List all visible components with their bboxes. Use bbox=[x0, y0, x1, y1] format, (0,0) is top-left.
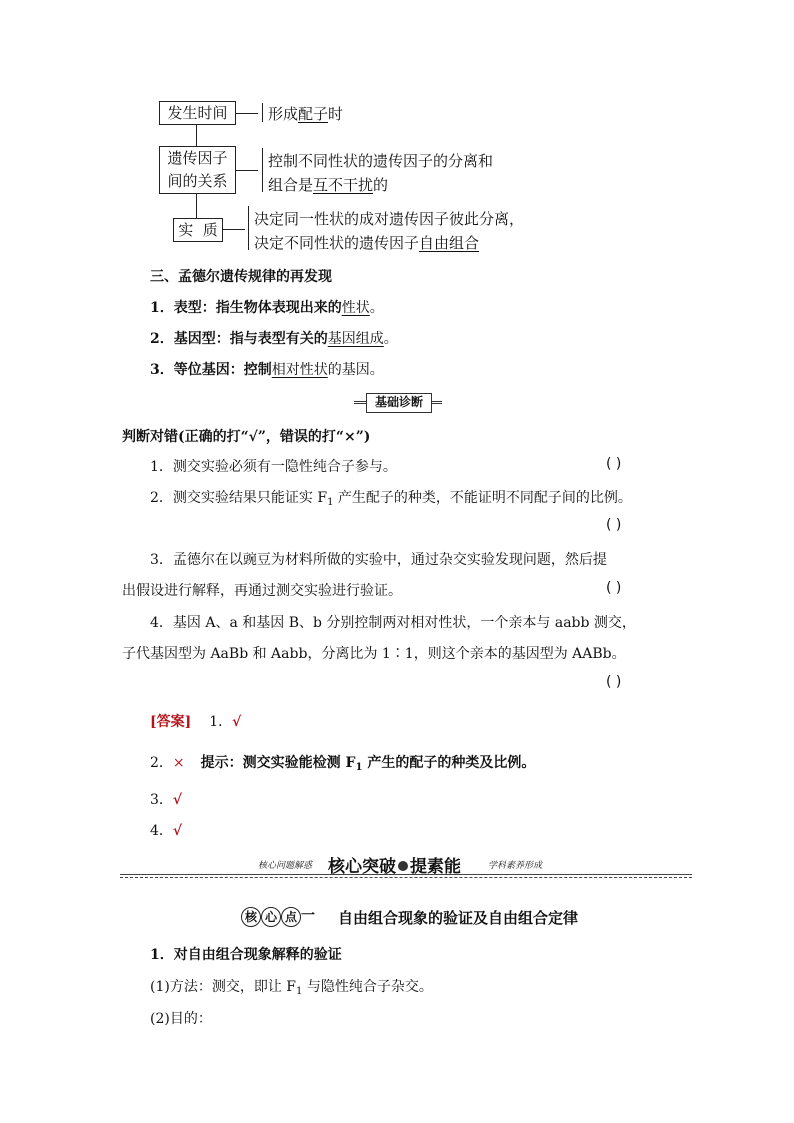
relation-label-box bbox=[159, 146, 236, 194]
question-3-line: 出假设进行解释，再通过测交实验进行验证。 bbox=[122, 583, 402, 599]
answer-blank: ( ) bbox=[606, 580, 622, 596]
answer-blank: ( ) bbox=[606, 456, 622, 472]
relation-label-line: 间的关系 bbox=[167, 172, 228, 190]
time-label: 发生时间 bbox=[167, 104, 228, 122]
sub-item bbox=[150, 976, 433, 997]
badge-circle: 心 bbox=[261, 907, 281, 927]
essence-description bbox=[254, 207, 524, 255]
question-1: 1．测交实验必须有一隐性纯合子参与。 bbox=[150, 459, 397, 475]
underlined-term: 互不干扰 bbox=[313, 176, 374, 194]
definition-item bbox=[150, 297, 384, 317]
bracket-line bbox=[248, 206, 249, 250]
answer-blank: ( ) bbox=[606, 517, 622, 533]
question-2 bbox=[150, 487, 632, 508]
underlined-term: 基因组成 bbox=[327, 331, 384, 347]
text-run: 决定不同性状的遗传因子 bbox=[254, 234, 420, 252]
underlined-term: 性状 bbox=[341, 300, 370, 316]
check-mark: √ bbox=[172, 792, 183, 808]
connector-line bbox=[236, 113, 258, 114]
text-run: 2．测交实验结果只能证实 F bbox=[150, 490, 328, 506]
badge-number: 一 bbox=[301, 908, 315, 924]
sub-item: (2)目的： bbox=[150, 1011, 212, 1027]
underlined-term: 自由组合 bbox=[419, 234, 480, 252]
essence-label: 实 质 bbox=[178, 221, 218, 239]
subscript: 1 bbox=[296, 986, 303, 997]
text-line: 决定同一性状的成对遗传因子彼此分离， bbox=[254, 210, 525, 228]
banner-title-b: 提素能 bbox=[410, 857, 461, 877]
question-4-line: 子代基因型为 AaBb 和 Aabb，分离比为 1∶1，则这个亲本的基因型为 AABb。 bbox=[122, 646, 626, 662]
banner-rule bbox=[120, 877, 692, 878]
subscript: 1 bbox=[355, 762, 363, 773]
vertical-connector bbox=[196, 193, 197, 218]
bracket-line bbox=[262, 148, 263, 192]
definition-item bbox=[150, 328, 398, 348]
text-run: 1．表型：指生物体表现出来的 bbox=[150, 300, 342, 316]
underlined-term: 配子 bbox=[298, 105, 329, 123]
text-run: 。 bbox=[383, 331, 398, 347]
answer-blank: ( ) bbox=[606, 674, 622, 690]
answer-2 bbox=[150, 752, 535, 773]
check-mark: √ bbox=[232, 714, 242, 730]
banner-dot-icon bbox=[398, 861, 408, 871]
check-mark: √ bbox=[172, 823, 183, 839]
text-run: 。 bbox=[369, 300, 384, 316]
underlined-term: 相对性状 bbox=[271, 362, 328, 378]
definition-item bbox=[150, 359, 384, 379]
section-heading: 三、孟德尔遗传规律的再发现 bbox=[150, 269, 332, 285]
banner-title bbox=[328, 852, 461, 877]
diagnosis-badge bbox=[354, 393, 442, 411]
text-run: 形成 bbox=[268, 105, 299, 123]
question-4-line: 4．基因 A、a 和基因 B、b 分别控制两对相对性状，一个亲本与 aabb 测交， bbox=[150, 615, 636, 631]
badge-label: 基础诊断 bbox=[366, 393, 432, 413]
text-run: (1)方法：测交，即让 F bbox=[150, 979, 296, 995]
subscript: 1 bbox=[327, 497, 334, 508]
banner-title-a: 核心突破 bbox=[328, 857, 396, 877]
question-3-line: 3．孟德尔在以豌豆为材料所做的实验中，通过杂交实验发现问题，然后提 bbox=[150, 552, 607, 568]
cross-mark: × bbox=[172, 755, 185, 771]
essence-label-box bbox=[173, 218, 223, 242]
text-run: 与隐性纯合子杂交。 bbox=[302, 979, 433, 995]
instruction: 判断对错(正确的打“√”，错误的打“×”) bbox=[122, 429, 371, 445]
banner-small-text: 学科素养形成 bbox=[488, 861, 543, 871]
text-run: 时 bbox=[328, 105, 344, 123]
vertical-connector bbox=[196, 124, 197, 146]
answer-number: 4． bbox=[150, 823, 173, 839]
relation-description bbox=[268, 149, 493, 197]
answer-number: 1． bbox=[209, 714, 233, 730]
text-run: 产生配子的种类，不能证明不同配子间的比例。 bbox=[333, 490, 632, 506]
badge-circle: 点 bbox=[281, 907, 301, 927]
hint-text: 产生的配子的种类及比例。 bbox=[362, 755, 536, 771]
text-run: 的基因。 bbox=[327, 362, 384, 378]
connector-line bbox=[236, 170, 258, 171]
text-run: 2．基因型：指与表型有关的 bbox=[150, 331, 328, 347]
time-label-box bbox=[159, 101, 236, 125]
answer-4 bbox=[150, 820, 182, 840]
banner-small-text: 核心问题解惑 bbox=[258, 861, 313, 871]
bracket-line bbox=[262, 103, 263, 122]
answer-number: 3． bbox=[150, 792, 173, 808]
text-line: 控制不同性状的遗传因子的分离和 bbox=[268, 152, 494, 170]
time-description bbox=[268, 103, 343, 124]
item-heading: 1．对自由组合现象解释的验证 bbox=[150, 947, 342, 963]
answer-3 bbox=[150, 789, 182, 809]
text-run: 的 bbox=[373, 176, 389, 194]
answer-number: 2． bbox=[150, 755, 173, 771]
answer-1 bbox=[150, 711, 241, 731]
answer-label: [答案] bbox=[150, 714, 192, 730]
text-run: 3．等位基因：控制 bbox=[150, 362, 272, 378]
text-run: 组合是 bbox=[268, 176, 314, 194]
core-point-title: 自由组合现象的验证及自由组合定律 bbox=[338, 909, 579, 927]
relation-label-line: 遗传因子 bbox=[167, 149, 228, 167]
badge-circle: 核 bbox=[241, 907, 261, 927]
connector-line bbox=[223, 229, 245, 230]
hint-text: 提示：测交实验能检测 F bbox=[200, 755, 356, 771]
